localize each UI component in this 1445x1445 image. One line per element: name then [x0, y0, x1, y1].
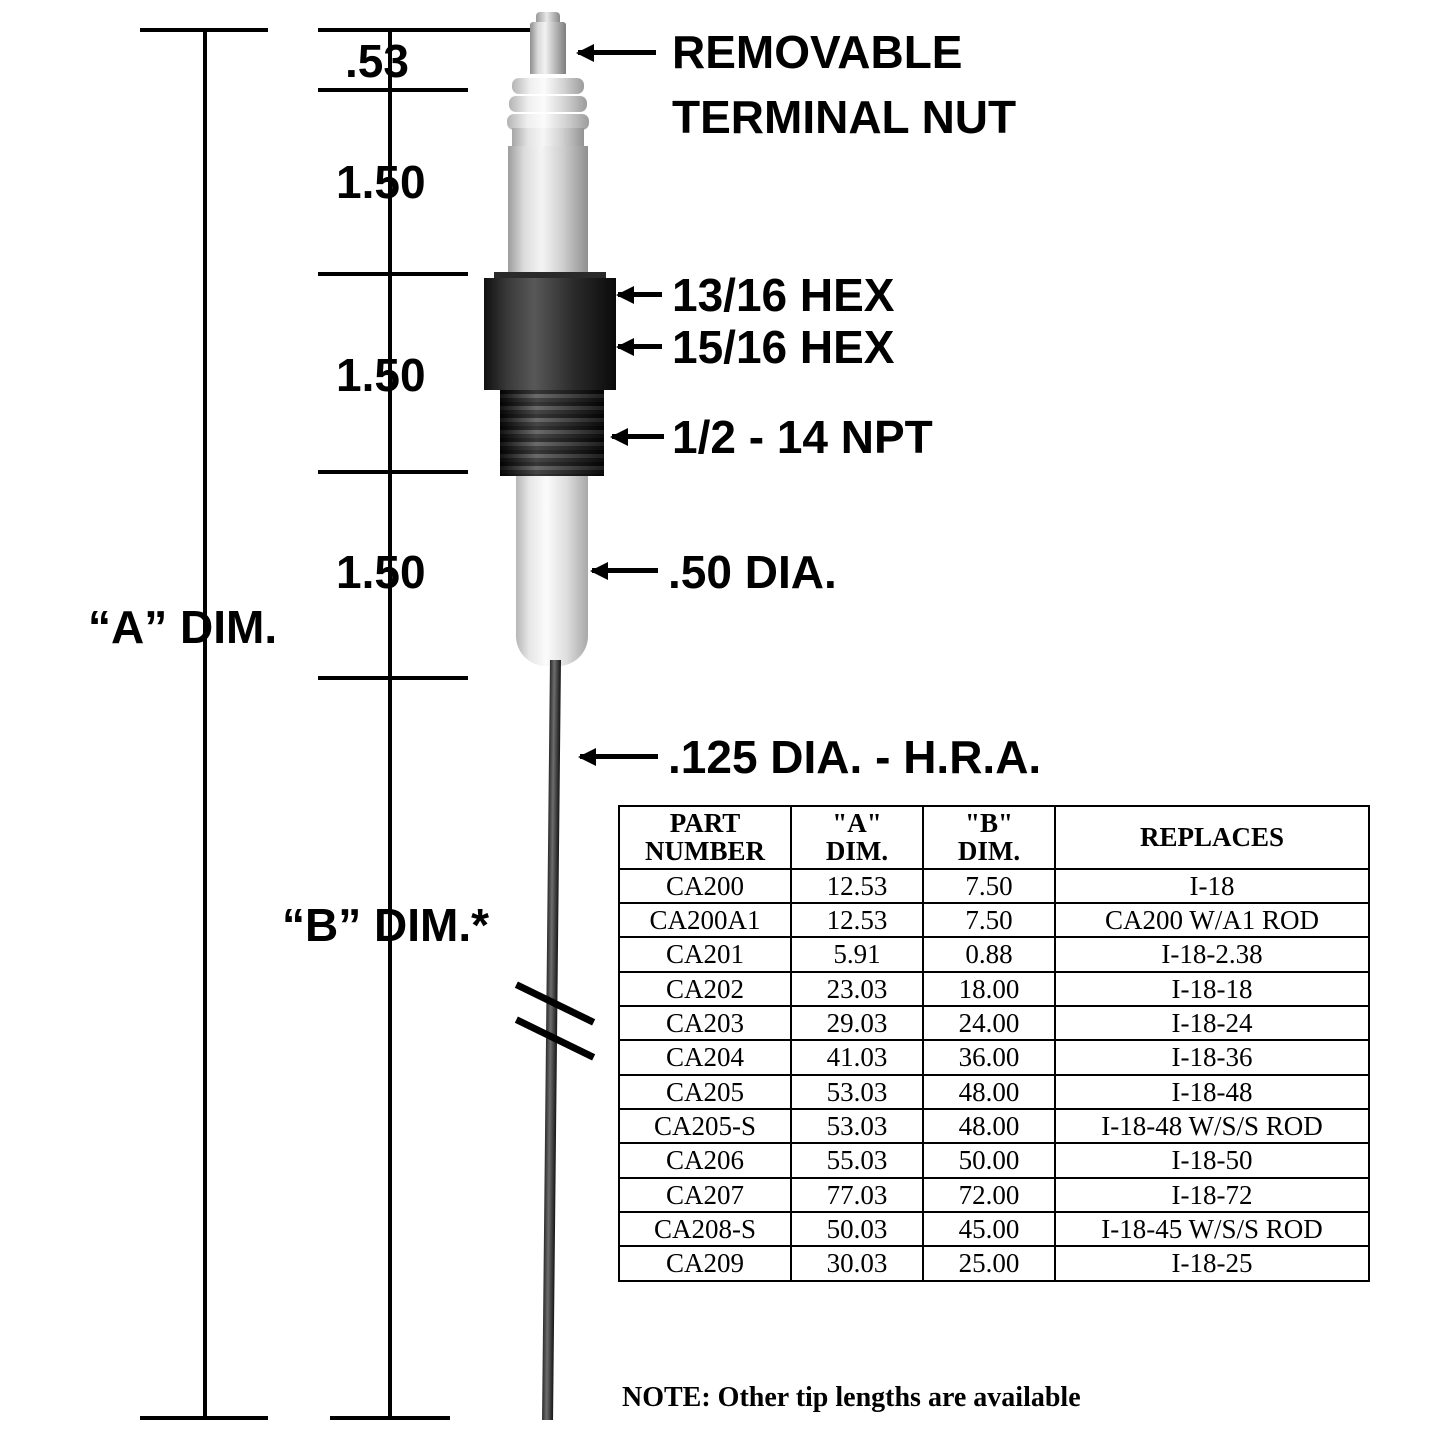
ceramic-shank: [516, 476, 588, 666]
cell-part: CA206: [619, 1143, 791, 1177]
callout-npt: 1/2 - 14 NPT: [672, 411, 933, 463]
leader-arrow-npt: [612, 434, 664, 439]
cell-b: 7.50: [923, 903, 1055, 937]
dimension-1-50-middle: 1.50: [336, 349, 426, 401]
table-row: [619, 1109, 1369, 1143]
table-row: [619, 903, 1369, 937]
cell-a: 23.03: [791, 972, 923, 1006]
cell-part: CA208-S: [619, 1212, 791, 1246]
header-a-dim: [791, 806, 923, 869]
npt-threads-shading: [500, 390, 604, 476]
leader-arrow-dia-50: [592, 568, 658, 573]
cell-b: 0.88: [923, 937, 1055, 971]
callout-removable: REMOVABLE: [672, 26, 963, 78]
leader-arrow-hex-15-16: [618, 344, 662, 349]
cell-b: 25.00: [923, 1246, 1055, 1280]
segment-tick-0: [318, 28, 530, 32]
specification-table: [618, 805, 1370, 1282]
callout-hex-15-16: 15/16 HEX: [672, 321, 895, 373]
insulator-rib-2: [509, 96, 587, 112]
cell-a: 53.03: [791, 1109, 923, 1143]
a-dim-bottom-tick: [140, 1416, 268, 1420]
cell-part: CA204: [619, 1040, 791, 1074]
b-dim-line: [388, 676, 392, 1420]
cell-replaces: I-18-24: [1055, 1006, 1369, 1040]
callout-terminal-nut: TERMINAL NUT: [672, 91, 1017, 143]
callout-dia-50: .50 DIA.: [668, 546, 837, 598]
a-dim-top-tick: [140, 28, 268, 32]
b-dim-bottom-tick: [330, 1416, 450, 1420]
cell-b: 36.00: [923, 1040, 1055, 1074]
table-row: [619, 869, 1369, 903]
table-row: [619, 1006, 1369, 1040]
cell-b: 45.00: [923, 1212, 1055, 1246]
cell-replaces: I-18-72: [1055, 1178, 1369, 1212]
cell-part: CA201: [619, 937, 791, 971]
cell-a: 12.53: [791, 903, 923, 937]
header-a-line1: "A": [832, 808, 882, 838]
table-row: [619, 1040, 1369, 1074]
cell-replaces: I-18-36: [1055, 1040, 1369, 1074]
cell-part: CA209: [619, 1246, 791, 1280]
cell-part: CA202: [619, 972, 791, 1006]
cell-part: CA205-S: [619, 1109, 791, 1143]
cell-replaces: I-18-50: [1055, 1143, 1369, 1177]
cell-replaces: I-18-18: [1055, 972, 1369, 1006]
table-row: [619, 972, 1369, 1006]
table-note: NOTE: Other tip lengths are available: [622, 1382, 1081, 1413]
header-part-number: [619, 806, 791, 869]
cell-a: 30.03: [791, 1246, 923, 1280]
header-replaces: REPLACES: [1055, 806, 1369, 869]
segment-tick-4: [318, 676, 468, 680]
header-b-dim: [923, 806, 1055, 869]
cell-part: CA207: [619, 1178, 791, 1212]
header-a-line2: DIM.: [825, 836, 889, 867]
cell-a: 29.03: [791, 1006, 923, 1040]
cell-replaces: I-18: [1055, 869, 1369, 903]
table-row: [619, 1178, 1369, 1212]
cell-a: 53.03: [791, 1075, 923, 1109]
insulator-rib-1: [512, 78, 584, 94]
dimension-0-53: .53: [345, 35, 409, 87]
cell-b: 18.00: [923, 972, 1055, 1006]
header-b-line1: "B": [965, 808, 1013, 838]
leader-arrow-dia-125: [580, 754, 658, 759]
table-row: [619, 1075, 1369, 1109]
cell-replaces: I-18-48 W/S/S ROD: [1055, 1109, 1369, 1143]
cell-replaces: I-18-25: [1055, 1246, 1369, 1280]
b-dim-label: “B” DIM.*: [282, 899, 489, 951]
dimension-1-50-lower: 1.50: [336, 546, 426, 598]
cell-a: 77.03: [791, 1178, 923, 1212]
cell-part: CA200A1: [619, 903, 791, 937]
cell-part: CA205: [619, 1075, 791, 1109]
cell-a: 41.03: [791, 1040, 923, 1074]
ceramic-insulator: [508, 146, 588, 281]
terminal-nut: [530, 22, 566, 74]
leader-arrow-terminal-nut: [578, 50, 656, 55]
cell-b: 48.00: [923, 1109, 1055, 1143]
cell-a: 12.53: [791, 869, 923, 903]
table-row: [619, 1246, 1369, 1280]
dimension-1-50-upper: 1.50: [336, 156, 426, 208]
table-row: [619, 1143, 1369, 1177]
cell-a: 55.03: [791, 1143, 923, 1177]
cell-a: 50.03: [791, 1212, 923, 1246]
cell-b: 72.00: [923, 1178, 1055, 1212]
a-dim-line: [203, 28, 207, 1420]
cell-part: CA200: [619, 869, 791, 903]
cell-replaces: CA200 W/A1 ROD: [1055, 903, 1369, 937]
callout-dia-125: .125 DIA. - H.R.A.: [668, 731, 1042, 783]
table-row: [619, 1212, 1369, 1246]
table-row: [619, 937, 1369, 971]
segment-tick-1: [318, 88, 468, 92]
cell-a: 5.91: [791, 937, 923, 971]
header-part-line2: NUMBER: [645, 836, 765, 867]
callout-hex-13-16: 13/16 HEX: [672, 269, 895, 321]
cell-replaces: I-18-48: [1055, 1075, 1369, 1109]
cell-b: 24.00: [923, 1006, 1055, 1040]
leader-arrow-hex-13-16: [618, 292, 662, 297]
cell-replaces: I-18-45 W/S/S ROD: [1055, 1212, 1369, 1246]
header-b-line2: DIM.: [957, 836, 1021, 867]
cell-b: 7.50: [923, 869, 1055, 903]
cell-b: 50.00: [923, 1143, 1055, 1177]
cell-replaces: I-18-2.38: [1055, 937, 1369, 971]
cell-part: CA203: [619, 1006, 791, 1040]
segment-tick-3: [318, 470, 468, 474]
table-header-row: [619, 806, 1369, 869]
segment-tick-2: [318, 272, 468, 276]
a-dim-label: “A” DIM.: [88, 601, 278, 653]
hex-body: [484, 278, 616, 390]
header-part-line1: PART: [669, 808, 741, 838]
cell-b: 48.00: [923, 1075, 1055, 1109]
